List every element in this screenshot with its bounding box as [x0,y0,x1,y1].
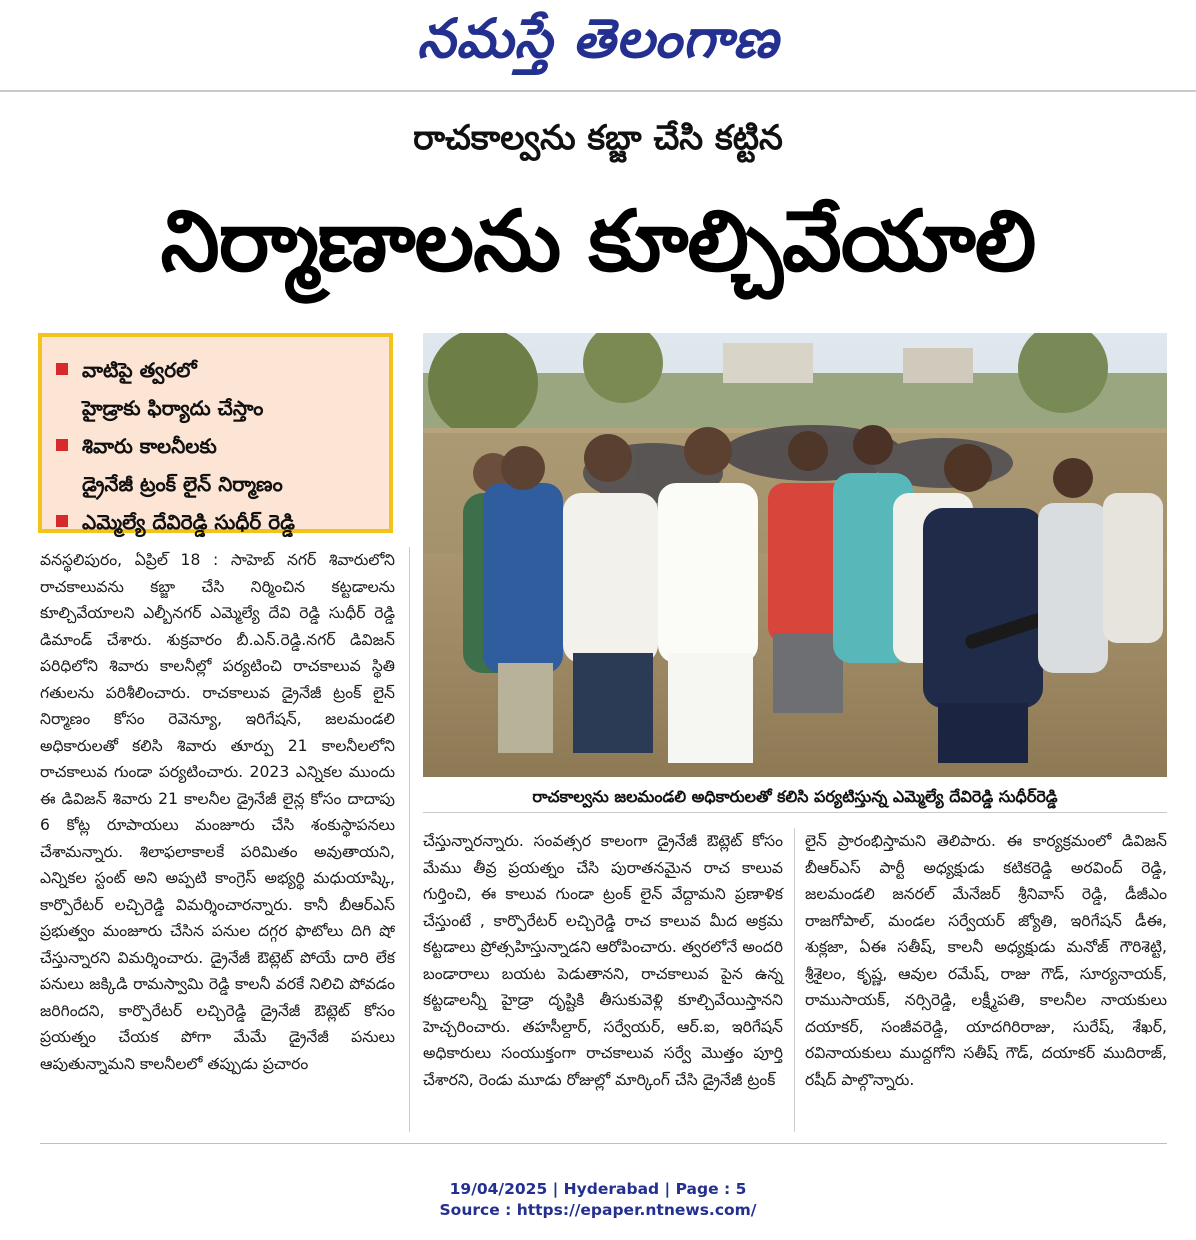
source-link[interactable]: Source : https://epaper.ntnews.com/ [439,1201,757,1219]
footer-divider [40,1143,1167,1144]
bullet-square-icon [56,515,68,527]
article-headline: నిర్మాణాలను కూల్చివేయాలి [160,192,1036,290]
highlight-item [56,351,379,389]
article-body-text: వనస్థలిపురం, ఏప్రిల్ 18 : సాహెబ్ నగర్ శివారులోని రాచకాలువను కబ్జా చేసి నిర్మించిన కట్టడాలను కూల్చివేయాలని ఎల్బీనగర్ ఎమ్మెల్యే దేవి రెడ్డి సుధీర్ రెడ్డి డిమాండ్ చేశారు. శుక్రవారం బీ.ఎన్.రెడ్డి.నగర్ డివిజన్ పరిధిలోని శివారు కాలనీల్లో పర్యటించి రాచకాలువ స్థితి గతులను పరిశీలించారు. రాచకాలువ డ్రైనేజీ ట్రంక్ లైన్ నిర్మాణం కోసం రెవెన్యూ, ఇరిగేషన్, జలమండలి అధికారులతో కలిసి శివారు తూర్పు 21 కాలనీలలోని రాచకాలువ గుండా పర్యటించారు. 2023 ఎన్నికల ముందు ఈ డివిజన్ శివారు 21 కాలనీల డ్రైనేజీ లైన్ల కోసం దాదాపు 6 కోట్ల రూపాయలు మంజూరు చేసి శంకుస్థాపనలు చేశామన్నారు. శిలాఫలాకాలకే పరిమితం అవుతాయని, ఎన్నికల స్టంట్ అని అప్పటి కాంగ్రెస్ అభ్యర్థి మధుయాష్కి, కార్పొరేటర్ లచ్చిరెడ్డి విమర్శించారన్నారు. కానీ బీఆర్ఎస్ ప్రభుత్వం మంజూరు చేసిన పనుల దగ్గర ఫొటోలు దిగి షో చేస్తున్నారని విమర్శించారు. డ్రైనేజీ ఔట్లెట్ పోయే దారి లేక పనులు జక్కిడి రామస్వామి రెడ్డి కాలనీ వరకే నిలిచి పోవడం జరిగిందని, కార్పొరేటర్ లచ్చిరెడ్డి డ్రైనేజీ ఔట్లెట్ కోసం ప్రయత్నం చేయక పోగా మేమే డ్రైనేజీ పనులు ఆపుతున్నామని కాలనీలలో తప్పుడు ప్రచారం [40,551,395,1073]
bullet-square-icon [56,363,68,375]
highlights-box [38,333,393,533]
article-body-text: చేస్తున్నారన్నారు. సంవత్సర కాలంగా డ్రైనేజీ ఔట్లెట్ కోసం మేము తీవ్ర ప్రయత్నం చేసి పురాతనమైన రాచ కాలువ గుర్తించి, ఈ కాలువ గుండా ట్రంక్ లైన్ వేద్దామని ప్రణాళిక చేస్తుంటే , కార్పొరేటర్ లచ్చిరెడ్డి రాచ కాలువ మీద అక్రమ కట్టడాలు ప్రోత్సహిస్తున్నాడని ఆరోపించారు. త్వరలోనే అందరి బండారాలు బయట పెడుతానని, రాచకాలువ పైన ఉన్న కట్టడాలన్నీ హైడ్రా దృష్టికి తీసుకువెళ్లి కూల్చివేయిస్తానని హెచ్చరించారు. తహసీల్దార్, సర్వేయర్, ఆర్.ఐ, ఇరిగేషన్ అధికారులు సంయుక్తంగా రాచకాలువ సర్వే మొత్తం పూర్తి చేశారని, రెండు మూడు రోజుల్లో మార్కింగ్ చేసి డ్రైనేజీ ట్రంక్ [423,832,783,1089]
masthead-logo [0,0,1196,88]
highlight-item-continued: హైడ్రాకు ఫిర్యాదు చేస్తాం [82,396,264,420]
column-divider [409,547,410,1132]
article-column-1 [40,547,395,1077]
article-column-2 [423,828,783,1093]
news-photo [423,333,1167,777]
edition-dateline: 19/04/2025 | Hyderabad | Page : 5 [449,1180,747,1198]
highlight-text: శివారు కాలనీలకు [82,434,217,458]
highlight-item [56,427,379,465]
photo-illustration [423,333,1167,777]
article-column-3 [805,828,1167,1093]
newspaper-name: నమస్తే తెలంగాణ [417,6,779,70]
highlight-item-continued: డ్రైనేజీ ట్రంక్ లైన్ నిర్మాణం [82,472,283,496]
photo-caption: రాచకాల్వను జలమండలి అధికారులతో కలిసి పర్యటిస్తున్న ఎమ్మెల్యే దేవిరెడ్డి సుధీర్‌రెడ్డి [423,782,1167,813]
bullet-square-icon [56,439,68,451]
highlight-item [56,503,379,541]
article-kicker: రాచకాల్వను కబ్జా చేసి కట్టిన [413,118,783,158]
highlight-text: వాటిపై త్వరలో [82,358,197,382]
masthead-divider [0,90,1196,92]
column-divider [794,828,795,1132]
highlight-text: ఎమ్మెల్యే దేవిరెడ్డి సుధీర్ రెడ్డి [82,510,295,534]
article-body-text: లైన్ ప్రారంభిస్తామని తెలిపారు. ఈ కార్యక్రమంలో డివిజన్ బీఆర్ఎస్ పార్టీ అధ్యక్షుడు కటికరెడ్డి అరవింద్ రెడ్డి, జలమండలి జనరల్ మేనేజర్ శ్రీనివాస్ రెడ్డి, డీజీఎం రాజగోపాల్, మండల సర్వేయర్ జ్యోతి, ఇరిగేషన్ డీఈ, శుక్లజా, ఏఈ సతీష్, కాలనీ అధ్యక్షుడు మనోజ్ గౌరిశెట్టి, శ్రీశైలం, కృష్ణ, ఆవుల రమేష్, రాజు గౌడ్, సూర్యనాయక్, రాముసాయక్, నర్సిరెడ్డి, లక్ష్మీపతి, కాలనీల నాయకులు దయాకర్, సంజీవరెడ్డి, యాదగిరిరాజు, సురేష్, శేఖర్, రవినాయకులు ముద్దగోని సతీష్ గౌడ్, దయాకర్ ముదిరాజ్, రషీద్ పాల్గొన్నారు. [805,832,1167,1089]
page-footer [0,1179,1196,1221]
